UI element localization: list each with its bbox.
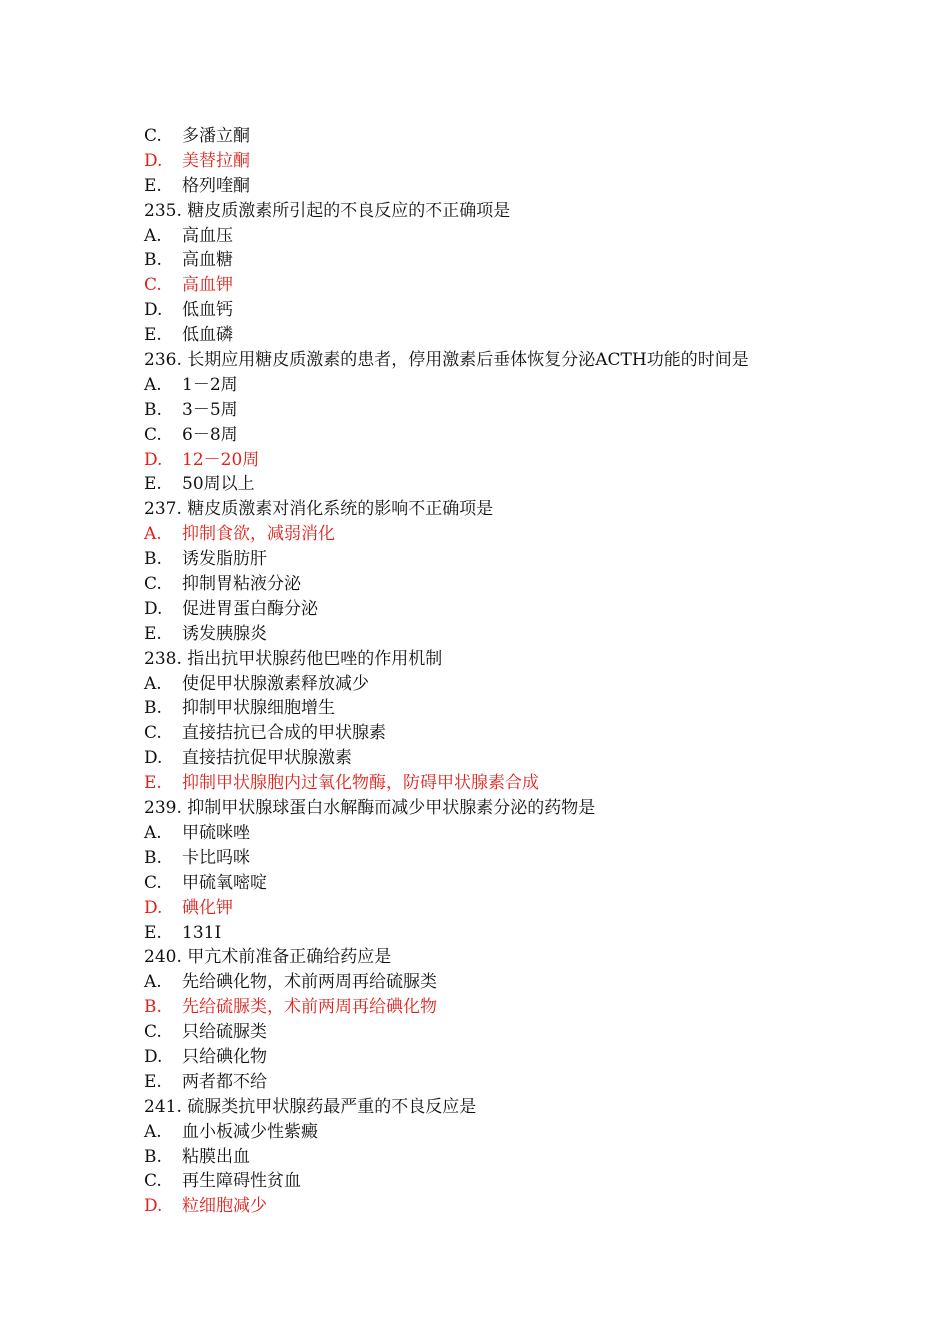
option-letter: D.	[144, 150, 163, 171]
option-letter: E.	[144, 773, 162, 794]
option-letter: B.	[144, 250, 162, 271]
option-letter: A.	[144, 822, 162, 843]
option-letter: D.	[144, 1046, 163, 1067]
option-text: 使促甲状腺激素释放减少	[182, 673, 369, 694]
option-letter: E.	[144, 623, 162, 644]
option	[144, 721, 864, 746]
question-stem: 241. 硫脲类抗甲状腺药最严重的不良反应是	[144, 1096, 477, 1117]
option-letter: E.	[144, 175, 162, 196]
option	[144, 970, 864, 995]
option-text: 诱发脂肪肝	[182, 549, 267, 570]
option-letter: B.	[144, 997, 162, 1018]
option-text: 直接拮抗促甲状腺激素	[182, 748, 352, 769]
option-letter: E.	[144, 922, 162, 943]
answer-option	[144, 149, 864, 174]
option-text: 12－20周	[182, 449, 260, 470]
option	[144, 921, 864, 946]
option-text: 先给硫脲类，术前两周再给碘化物	[182, 997, 437, 1018]
option-text: 先给碘化物，术前两周再给硫脲类	[182, 972, 437, 993]
option	[144, 174, 864, 199]
option	[144, 572, 864, 597]
option-text: 两者都不给	[182, 1071, 267, 1092]
question-stem: 240. 甲亢术前准备正确给药应是	[144, 947, 392, 968]
option-letter: A.	[144, 673, 162, 694]
option	[144, 398, 864, 423]
option-text: 1－2周	[182, 374, 238, 395]
option-text: 6－8周	[182, 424, 238, 445]
option	[144, 298, 864, 323]
option-text: 抑制食欲，减弱消化	[182, 524, 335, 545]
option-letter: B.	[144, 399, 162, 420]
option-letter: C.	[144, 1022, 162, 1043]
question-stem: 239. 抑制甲状腺球蛋白水解酶而减少甲状腺素分泌的药物是	[144, 798, 596, 819]
option-letter: E.	[144, 474, 162, 495]
option	[144, 821, 864, 846]
option-text: 高血钾	[182, 275, 233, 296]
option-text: 只给碘化物	[182, 1046, 267, 1067]
option	[144, 472, 864, 497]
option-letter: B.	[144, 1146, 162, 1167]
document-body	[144, 124, 864, 1219]
option	[144, 373, 864, 398]
option	[144, 746, 864, 771]
option	[144, 1145, 864, 1170]
option	[144, 1020, 864, 1045]
option-letter: D.	[144, 748, 163, 769]
option-text: 抑制甲状腺胞内过氧化物酶，防碍甲状腺素合成	[182, 773, 539, 794]
answer-option	[144, 522, 864, 547]
option	[144, 672, 864, 697]
option-letter: A.	[144, 972, 162, 993]
option-letter: D.	[144, 449, 163, 470]
option	[144, 224, 864, 249]
option	[144, 1070, 864, 1095]
answer-option	[144, 896, 864, 921]
option-letter: A.	[144, 374, 162, 395]
option-text: 多潘立酮	[182, 126, 250, 146]
option-text: 抑制胃粘液分泌	[182, 574, 301, 595]
answer-option	[144, 995, 864, 1020]
question-stem: 237. 糖皮质激素对消化系统的影响不正确项是	[144, 499, 494, 520]
option-text: 低血钙	[182, 300, 233, 321]
option	[144, 323, 864, 348]
answer-option	[144, 448, 864, 473]
option	[144, 1120, 864, 1145]
option	[144, 1045, 864, 1070]
option-text: 131I	[182, 922, 222, 943]
option-text: 3－5周	[182, 399, 238, 420]
option-letter: C.	[144, 1171, 162, 1192]
option-letter: D.	[144, 300, 163, 321]
option-text: 卡比吗咪	[182, 847, 250, 868]
option-letter: C.	[144, 574, 162, 595]
option-text: 格列喹酮	[182, 175, 250, 196]
answer-option	[144, 273, 864, 298]
option	[144, 248, 864, 273]
option-text: 再生障碍性贫血	[182, 1171, 301, 1192]
option	[144, 547, 864, 572]
option-text: 粘膜出血	[182, 1146, 250, 1167]
option-text: 高血压	[182, 225, 233, 246]
option-text: 美替拉酮	[182, 150, 250, 171]
option-text: 碘化钾	[182, 897, 233, 918]
option	[144, 871, 864, 896]
option	[144, 622, 864, 647]
option-letter: B.	[144, 698, 162, 719]
option-letter: C.	[144, 275, 162, 296]
option-text: 粒细胞减少	[182, 1196, 267, 1217]
option-text: 血小板减少性紫癜	[182, 1121, 318, 1142]
option-text: 50周以上	[182, 474, 255, 495]
option-text: 甲硫咪唑	[182, 822, 250, 843]
option-text: 低血磷	[182, 325, 233, 346]
option-letter: C.	[144, 424, 162, 445]
option-letter: A.	[144, 225, 162, 246]
option-letter: D.	[144, 1196, 163, 1217]
option	[144, 423, 864, 448]
question-stem: 235. 糖皮质激素所引起的不良反应的不正确项是	[144, 200, 511, 221]
option-letter: E.	[144, 325, 162, 346]
option	[144, 1169, 864, 1194]
option-letter: C.	[144, 126, 162, 146]
option-text: 诱发胰腺炎	[182, 623, 267, 644]
option-letter: A.	[144, 524, 162, 545]
option-letter: C.	[144, 872, 162, 893]
option-letter: B.	[144, 549, 162, 570]
option-text: 抑制甲状腺细胞增生	[182, 698, 335, 719]
option	[144, 124, 864, 149]
option-text: 高血糖	[182, 250, 233, 271]
option-text: 只给硫脲类	[182, 1022, 267, 1043]
option-letter: D.	[144, 897, 163, 918]
option	[144, 696, 864, 721]
option-text: 促进胃蛋白酶分泌	[182, 598, 318, 619]
option-letter: C.	[144, 723, 162, 744]
answer-option	[144, 771, 864, 796]
question-stem: 238. 指出抗甲状腺药他巴唑的作用机制	[144, 648, 443, 669]
option	[144, 846, 864, 871]
option-text: 甲硫氧嘧啶	[182, 872, 267, 893]
option-letter: A.	[144, 1121, 162, 1142]
answer-option	[144, 1194, 864, 1219]
option	[144, 597, 864, 622]
option-text: 直接拮抗已合成的甲状腺素	[182, 723, 386, 744]
option-letter: E.	[144, 1071, 162, 1092]
option-letter: B.	[144, 847, 162, 868]
option-letter: D.	[144, 598, 163, 619]
question-stem: 236. 长期应用糖皮质激素的患者，停用激素后垂体恢复分泌ACTH功能的时间是	[144, 350, 749, 371]
